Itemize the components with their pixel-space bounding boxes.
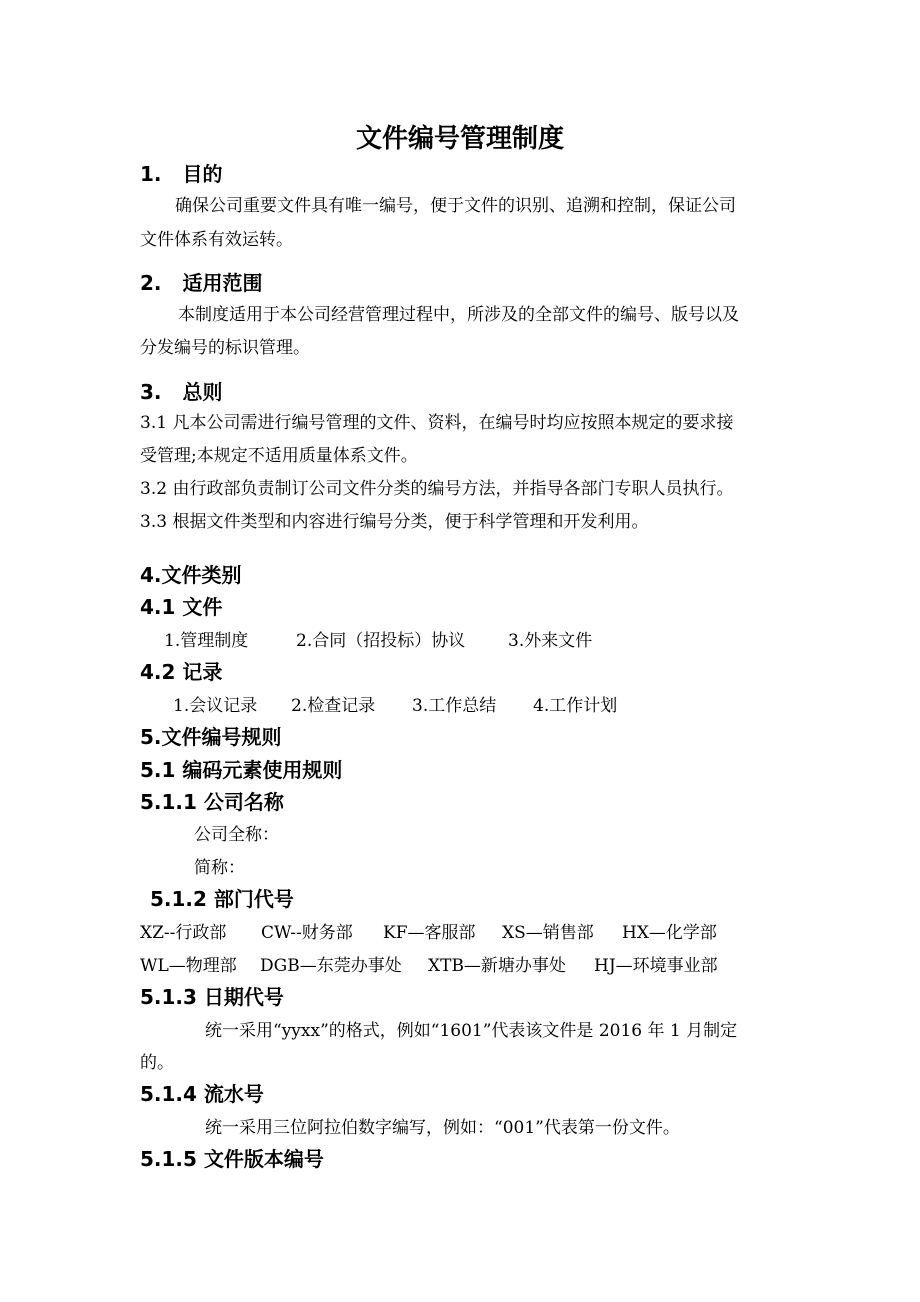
company-full-name-label: 公司全称： bbox=[194, 825, 279, 845]
section-5-1-2-heading: 5.1.2 部门代号 bbox=[150, 887, 294, 911]
section-4-heading: 4.文件类别 bbox=[140, 563, 242, 587]
section-5-1-4-heading: 5.1.4 流水号 bbox=[140, 1082, 264, 1106]
section-4-2-heading: 4.2 记录 bbox=[140, 660, 223, 684]
dept-code-wl: WL—物理部 bbox=[140, 956, 237, 976]
document-title: 文件编号管理制度 bbox=[355, 124, 564, 154]
file-type-item-1: 1.管理制度 bbox=[164, 631, 249, 651]
company-short-name-label: 简称： bbox=[194, 858, 245, 878]
section-2-text-line2: 分发编号的标识管理。 bbox=[140, 338, 310, 358]
section-5-1-1-heading: 5.1.1 公司名称 bbox=[140, 790, 284, 814]
dept-code-xtb: XTB—新塘办事处 bbox=[428, 956, 566, 976]
clause-3-3: 3.3 根据文件类型和内容进行编号分类，便于科学管理和开发利用。 bbox=[140, 512, 649, 532]
dept-code-xz: XZ--行政部 bbox=[140, 923, 227, 943]
dept-code-hx: HX—化学部 bbox=[622, 923, 717, 943]
section-4-1-heading: 4.1 文件 bbox=[140, 595, 223, 619]
section-3-title: 总则 bbox=[182, 380, 223, 404]
section-1-title: 目的 bbox=[182, 162, 223, 186]
serial-number-text: 统一采用三位阿拉伯数字编写，例如：“001”代表第一份文件。 bbox=[205, 1118, 680, 1138]
dept-code-kf: KF—客服部 bbox=[383, 923, 476, 943]
record-type-item-3: 3.工作总结 bbox=[412, 696, 497, 716]
section-5-1-heading: 5.1 编码元素使用规则 bbox=[140, 758, 343, 782]
section-5-1-5-heading: 5.1.5 文件版本编号 bbox=[140, 1147, 324, 1171]
record-type-item-2: 2.检查记录 bbox=[291, 696, 376, 716]
clause-3-1-line1: 3.1 凡本公司需进行编号管理的文件、资料，在编号时均应按照本规定的要求接 bbox=[140, 413, 734, 433]
section-1-text-line2: 文件体系有效运转。 bbox=[140, 230, 293, 250]
section-3-heading bbox=[140, 376, 222, 405]
dept-code-cw: CW--财务部 bbox=[261, 923, 353, 943]
record-type-item-4: 4.工作计划 bbox=[533, 696, 618, 716]
section-1-number: 1. bbox=[140, 162, 162, 186]
section-2-number: 2. bbox=[140, 271, 162, 295]
section-2-title: 适用范围 bbox=[182, 271, 263, 295]
dept-code-hj: HJ—环境事业部 bbox=[594, 956, 718, 976]
section-1-text-line1: 确保公司重要文件具有唯一编号，便于文件的识别、追溯和控制，保证公司 bbox=[175, 196, 736, 216]
record-type-item-1: 1.会议记录 bbox=[173, 696, 258, 716]
date-code-text-line1: 统一采用“yyxx”的格式，例如“1601”代表该文件是 2016 年 1 月制定 bbox=[205, 1021, 738, 1041]
section-2-heading bbox=[140, 267, 262, 296]
section-3-number: 3. bbox=[140, 380, 162, 404]
clause-3-1-line2: 受管理;本规定不适用质量体系文件。 bbox=[140, 446, 418, 466]
dept-code-dgb: DGB—东莞办事处 bbox=[260, 956, 402, 976]
file-type-item-3: 3.外来文件 bbox=[508, 631, 593, 651]
dept-code-xs: XS—销售部 bbox=[502, 923, 594, 943]
section-5-1-3-heading: 5.1.3 日期代号 bbox=[140, 985, 284, 1009]
date-code-text-line2: 的。 bbox=[140, 1053, 174, 1073]
section-2-text-line1: 本制度适用于本公司经营管理过程中，所涉及的全部文件的编号、版号以及 bbox=[178, 305, 739, 325]
clause-3-2: 3.2 由行政部负责制订公司文件分类的编号方法，并指导各部门专职人员执行。 bbox=[140, 479, 734, 499]
file-type-item-2: 2.合同（招投标）协议 bbox=[296, 631, 466, 651]
section-5-heading: 5.文件编号规则 bbox=[140, 725, 282, 749]
section-1-heading bbox=[140, 158, 222, 187]
